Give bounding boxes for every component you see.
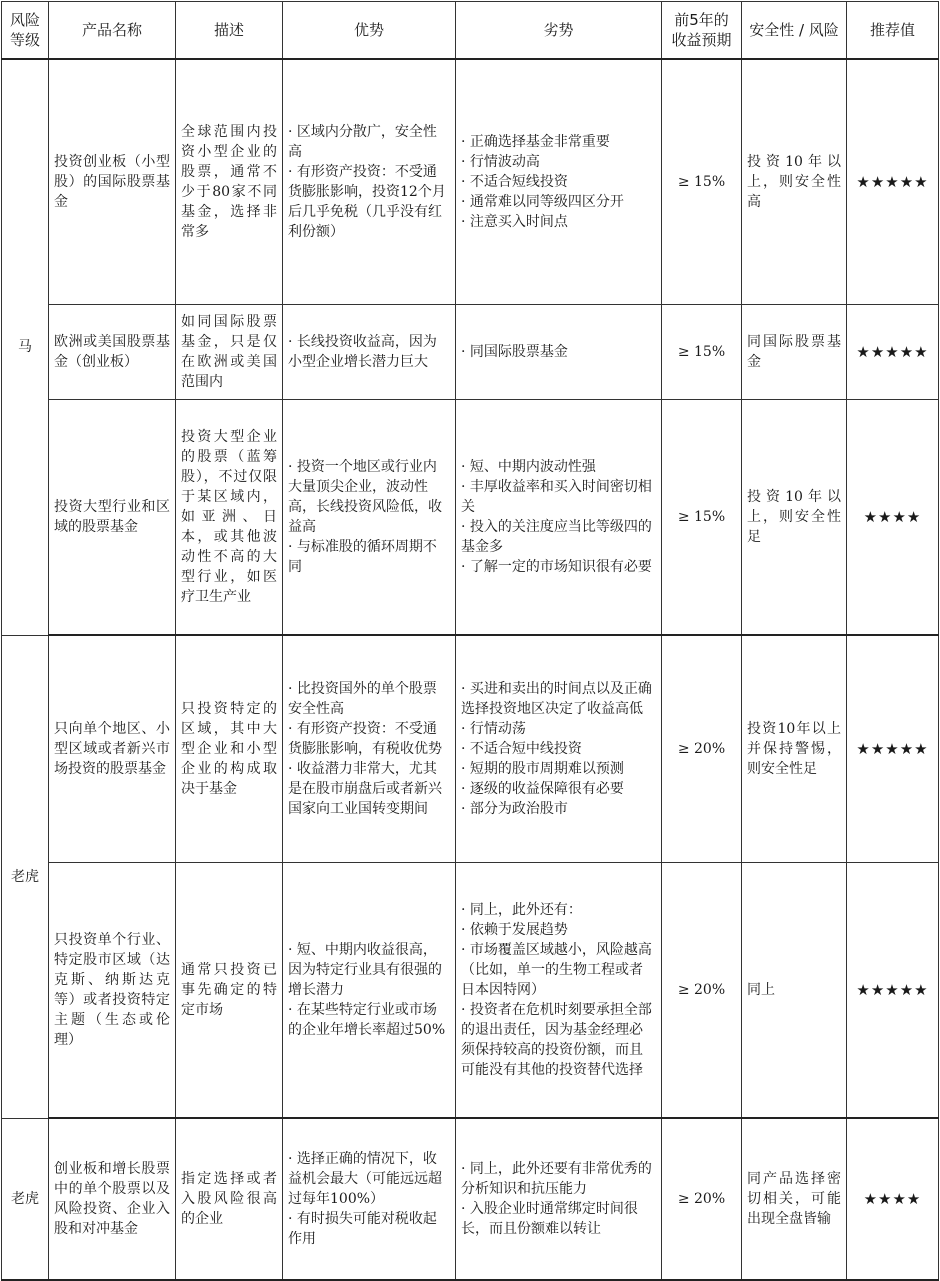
disadvantages-cell-item: · 市场覆盖区域越小，风险越高（比如，单一的生物工程或者日本因特网） [461, 941, 652, 998]
table-body [2, 59, 939, 1280]
return-expectation-cell: ≥ 15% [662, 304, 742, 399]
advantages-cell-item: · 比投资国外的单个股票安全性高 [288, 680, 437, 717]
disadvantages-cell-item: · 不适合短中线投资 [461, 740, 582, 757]
disadvantages-cell-item: · 投入的关注度应当比等级四的基金多 [461, 518, 652, 555]
description-cell: 通常只投资已事先确定的特定市场 [176, 862, 283, 1118]
product-name-cell: 只投资单个行业、特定股市区域（达克斯、纳斯达克等）或者投资特定主题（生态或伦理） [49, 862, 176, 1118]
table-row [2, 862, 939, 1118]
disadvantages-cell [456, 304, 662, 399]
advantages-cell [283, 635, 456, 862]
advantages-cell [283, 304, 456, 399]
risk-level-cell: 老虎 [2, 1118, 49, 1280]
disadvantages-cell [456, 59, 662, 304]
advantages-cell-item: · 有时损失可能对税收起作用 [288, 1211, 437, 1247]
disadvantages-cell-item: · 买进和卖出的时间点以及正确选择投资地区决定了收益高低 [461, 680, 652, 717]
risk-level-cell: 马 [2, 59, 49, 635]
product-name-cell: 只向单个地区、小型区域或者新兴市场投资的股票基金 [49, 635, 176, 862]
description-cell: 只投资特定的区域，其中大型企业和小型企业的构成取决于基金 [176, 635, 283, 862]
recommendation-stars: ★★★★★ [847, 304, 939, 399]
disadvantages-cell [456, 1118, 662, 1280]
header-advantages: 优势 [283, 2, 456, 60]
disadvantages-cell-item: · 同上，此外还有： [461, 901, 582, 918]
disadvantages-cell-item: · 投资者在危机时刻要承担全部的退出责任，因为基金经理必须保持较高的投资份额，而且可能没有其他的投资替代选择 [461, 1001, 652, 1078]
header-disadvantages: 劣势 [456, 2, 662, 60]
product-name-cell: 欧洲或美国股票基金（创业板） [49, 304, 176, 399]
fund-comparison-table [1, 1, 939, 1281]
disadvantages-cell-item: · 短期的股市周期难以预测 [461, 760, 624, 777]
disadvantages-cell [456, 399, 662, 635]
header-description: 描述 [176, 2, 283, 60]
disadvantages-cell-item: · 通常难以同等级四区分开 [461, 193, 624, 210]
header-recommendation: 推荐值 [847, 2, 939, 60]
risk-level-cell: 老虎 [2, 635, 49, 1118]
table-row [2, 635, 939, 862]
description-cell: 如同国际股票基金，只是仅在欧洲或美国范围内 [176, 304, 283, 399]
header-safety-risk: 安全性 / 风险 [742, 2, 847, 60]
product-name-cell: 投资大型行业和区域的股票基金 [49, 399, 176, 635]
advantages-cell-item: · 有形资产投资：不受通货膨胀影响，投资12个月后几乎免税（几乎没有红利份额） [288, 163, 446, 240]
advantages-cell-item: · 在某些特定行业或市场的企业年增长率超过50% [288, 1001, 446, 1038]
disadvantages-cell-item: · 行情波动高 [461, 153, 540, 170]
disadvantages-cell-item: · 丰厚收益率和买入时间密切相关 [461, 478, 652, 515]
advantages-cell-item: · 投资一个地区或行业内大量顶尖企业，波动性高，长线投资风险低，收益高 [288, 458, 442, 535]
disadvantages-cell-item: · 行情动荡 [461, 720, 526, 737]
header-product-name: 产品名称 [49, 2, 176, 60]
disadvantages-cell-item: · 入股企业时通常绑定时间很长，而且份额难以转让 [461, 1201, 638, 1237]
disadvantages-cell-item: · 短、中期内波动性强 [461, 458, 596, 475]
disadvantages-cell-item: · 注意买入时间点 [461, 213, 568, 230]
advantages-cell [283, 59, 456, 304]
description-cell: 指定选择或者入股风险很高的企业 [176, 1118, 283, 1280]
disadvantages-cell [456, 862, 662, 1118]
return-expectation-cell: ≥ 20% [662, 635, 742, 862]
product-name-cell: 投资创业板（小型股）的国际股票基金 [49, 59, 176, 304]
disadvantages-cell-item: · 依赖于发展趋势 [461, 921, 568, 938]
recommendation-stars: ★★★★★ [847, 59, 939, 304]
advantages-cell-item: · 区域内分散广，安全性高 [288, 123, 437, 160]
return-expectation-cell: ≥ 20% [662, 1118, 742, 1280]
description-cell: 投资大型企业的股票（蓝筹股），不过仅限于某区域内，如亚洲、日本，或其他波动性不高的大型行业，如医疗卫生产业 [176, 399, 283, 635]
advantages-cell [283, 399, 456, 635]
advantages-cell-item: · 收益潜力非常大，尤其是在股市崩盘后或者新兴国家向工业国转变期间 [288, 760, 442, 817]
advantages-cell [283, 862, 456, 1118]
recommendation-stars: ★★★★★ [847, 862, 939, 1118]
return-expectation-cell: ≥ 20% [662, 862, 742, 1118]
disadvantages-cell [456, 635, 662, 862]
disadvantages-cell-item: · 了解一定的市场知识很有必要 [461, 558, 652, 575]
advantages-cell-item: · 有形资产投资：不受通货膨胀影响，有税收优势 [288, 720, 442, 757]
advantages-cell-item: · 长线投资收益高，因为小型企业增长潜力巨大 [288, 333, 437, 370]
safety-risk-cell: 同上 [742, 862, 847, 1118]
return-expectation-cell: ≥ 15% [662, 399, 742, 635]
table-row [2, 304, 939, 399]
safety-risk-cell: 投资10年以上并保持警惕，则安全性足 [742, 635, 847, 862]
disadvantages-cell-item: · 不适合短线投资 [461, 173, 568, 190]
table-row [2, 59, 939, 304]
advantages-cell-item: · 与标准股的循环周期不同 [288, 538, 437, 575]
header-return-expectation: 前5年的 收益预期 [662, 2, 742, 60]
safety-risk-cell: 投资10年以上，则安全性足 [742, 399, 847, 635]
safety-risk-cell: 同国际股票基金 [742, 304, 847, 399]
recommendation-stars: ★★★★ [847, 1118, 939, 1280]
disadvantages-cell-item: · 部分为政治股市 [461, 800, 568, 817]
recommendation-stars: ★★★★ [847, 399, 939, 635]
disadvantages-cell-item: · 逐级的收益保障很有必要 [461, 780, 624, 797]
table-row [2, 399, 939, 635]
description-cell: 全球范围内投资小型企业的股票，通常不少于80家不同基金，选择非常多 [176, 59, 283, 304]
header-risk-level: 风险 等级 [2, 2, 49, 60]
disadvantages-cell-item: · 同上，此外还要有非常优秀的分析知识和抗压能力 [461, 1161, 652, 1197]
recommendation-stars: ★★★★★ [847, 635, 939, 862]
table-header-row [2, 2, 939, 60]
advantages-cell-item: · 选择正确的情况下，收益机会最大（可能远远超过每年100%） [288, 1151, 442, 1207]
table-row [2, 1118, 939, 1280]
safety-risk-cell: 投资10年以上，则安全性高 [742, 59, 847, 304]
disadvantages-cell-item: · 正确选择基金非常重要 [461, 133, 610, 150]
advantages-cell [283, 1118, 456, 1280]
product-name-cell: 创业板和增长股票中的单个股票以及风险投资、企业入股和对冲基金 [49, 1118, 176, 1280]
return-expectation-cell: ≥ 15% [662, 59, 742, 304]
safety-risk-cell: 同产品选择密切相关，可能出现全盘皆输 [742, 1118, 847, 1280]
advantages-cell-item: · 短、中期内收益很高，因为特定行业具有很强的增长潜力 [288, 941, 442, 998]
disadvantages-cell-item: · 同国际股票基金 [461, 343, 568, 360]
